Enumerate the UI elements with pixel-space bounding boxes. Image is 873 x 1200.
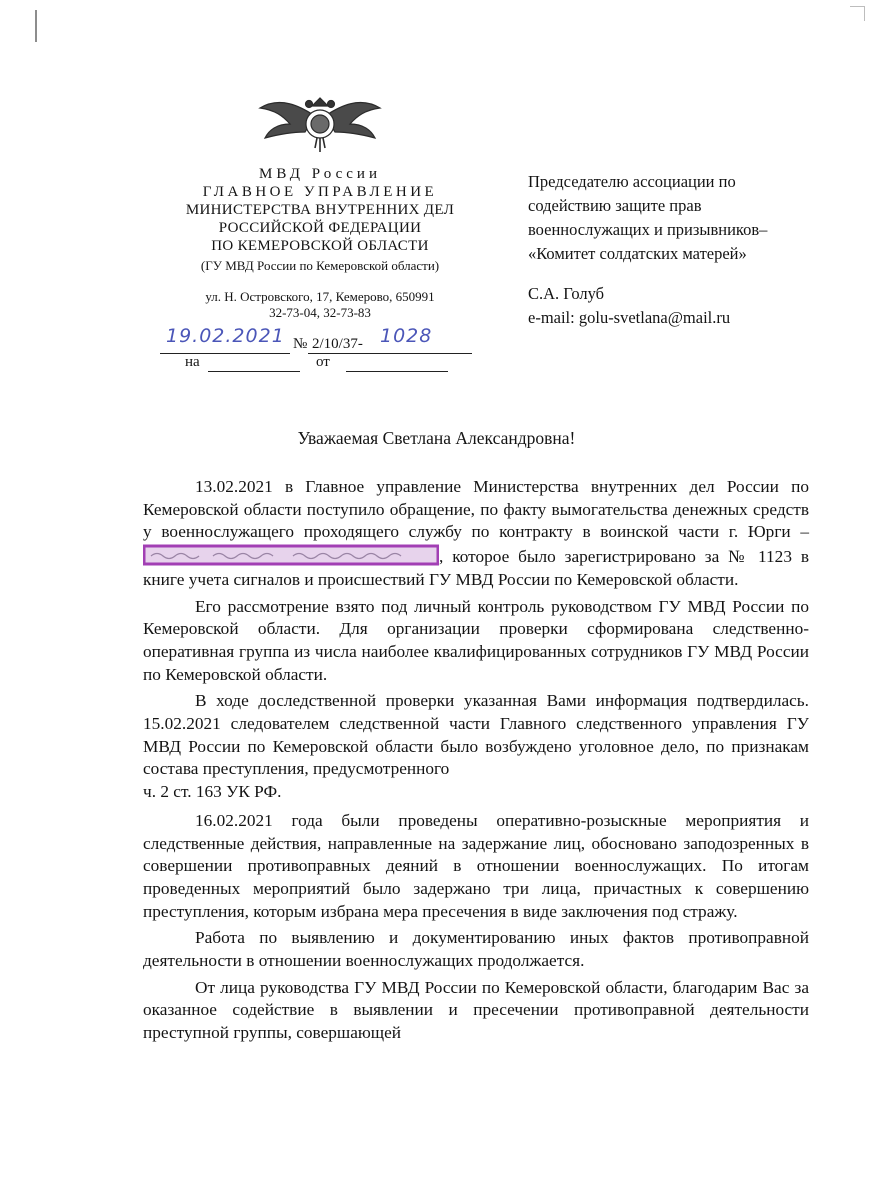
sender-organization-block <box>150 165 490 321</box>
scan-corner-mark <box>850 6 865 21</box>
number-sign: № <box>293 336 308 352</box>
org-line-2: ГЛАВНОЕ УПРАВЛЕНИЕ <box>202 184 438 200</box>
paragraph-1-end: , которое было зарегистрировано за № 1123 в книге учета сигналов и происшествий ГУ МВД России по Кемеровской области. <box>143 547 809 589</box>
recipient-line-1: Председателю ассоциации по <box>528 172 736 191</box>
paragraph-3-continuation: ч. 2 ст. 163 УК РФ. <box>143 782 282 802</box>
handwritten-date: 19.02.2021 <box>166 325 285 347</box>
org-line-5: ПО КЕМЕРОВСКОЙ ОБЛАСТИ <box>211 238 429 254</box>
reference-number: 2/10/37- <box>312 336 363 352</box>
letter-body <box>143 476 809 1049</box>
paragraph-2: Его рассмотрение взято под личный контроль руководством ГУ МВД России по Кемеровской области. Для организации проверки сформирована следственно-оперативная группа из числа наиболее квалифицированных сотрудников ГУ МВД России по Кемеровской области. <box>143 596 809 684</box>
recipient-email: e-mail: golu-svetlana@mail.ru <box>528 308 731 327</box>
recipient-line-2: содействию защите прав <box>528 196 702 215</box>
redaction-box <box>143 544 439 566</box>
handwritten-number: 1028 <box>380 325 433 347</box>
org-line-4: РОССИЙСКОЙ ФЕДЕРАЦИИ <box>218 220 422 236</box>
paragraph-5: Работа по выявлению и документированию иных фактов противоправной деятельности в отношении военнослужащих продолжается. <box>143 928 809 971</box>
org-phones: 32-73-04, 32-73-83 <box>269 305 371 320</box>
recipient-block <box>528 170 828 330</box>
recipient-name: С.А. Голуб <box>528 284 605 303</box>
scan-edge-mark <box>35 10 37 42</box>
recipient-line-4: «Комитет солдатских матерей» <box>528 244 747 263</box>
from-underline <box>346 371 448 372</box>
paragraph-3: В ходе доследственной проверки указанная Вами информация подтвердилась. 15.02.2021 следователем следственной части Главного следственного управления ГУ МВД России по Кемеровской области было возбуждено уголовное дело, по признакам состава преступления, предусмотренного <box>143 691 809 779</box>
on-underline <box>208 371 300 372</box>
from-label: от <box>316 354 330 370</box>
recipient-line-3: военнослужащих и призывников– <box>528 220 768 239</box>
greeting: Уважаемая Светлана Александровна! <box>297 428 576 448</box>
org-address: ул. Н. Островского, 17, Кемерово, 650991 <box>205 289 435 304</box>
paragraph-4: 16.02.2021 года были проведены оперативно-розыскные мероприятия и следственные действия, направленные на задержание лиц, обосновано заподозренных в совершении противоправных деяний в отношении военнослужащих. По итогам проведенных мероприятий было задержано три лица, причастных к совершению преступления, которым избрана мера пресечения в виде заключения под стражу. <box>143 810 809 921</box>
paragraph-1-start: 13.02.2021 в Главное управление Министерства внутренних дел России по Кемеровской области поступило обращение, по факту вымогательства денежных средств у военнослужащего проходящего службу по контракту в воинской части г. Юрги – <box>143 477 809 542</box>
org-line-6: (ГУ МВД России по Кемеровской области) <box>200 258 440 273</box>
paragraph-1 <box>143 476 809 592</box>
org-line-1: МВД России <box>259 166 381 182</box>
org-line-3: МИНИСТЕРСТВА ВНУТРЕННИХ ДЕЛ <box>185 202 455 218</box>
on-label: на <box>185 354 200 370</box>
double-headed-eagle-emblem-icon <box>255 86 385 156</box>
paragraph-6: От лица руководства ГУ МВД России по Кемеровской области, благодарим Вас за оказанное содействие в выявлении и пресечении противоправной деятельности преступной группы, совершающей <box>143 977 809 1043</box>
reference-row-on-from <box>160 354 480 374</box>
